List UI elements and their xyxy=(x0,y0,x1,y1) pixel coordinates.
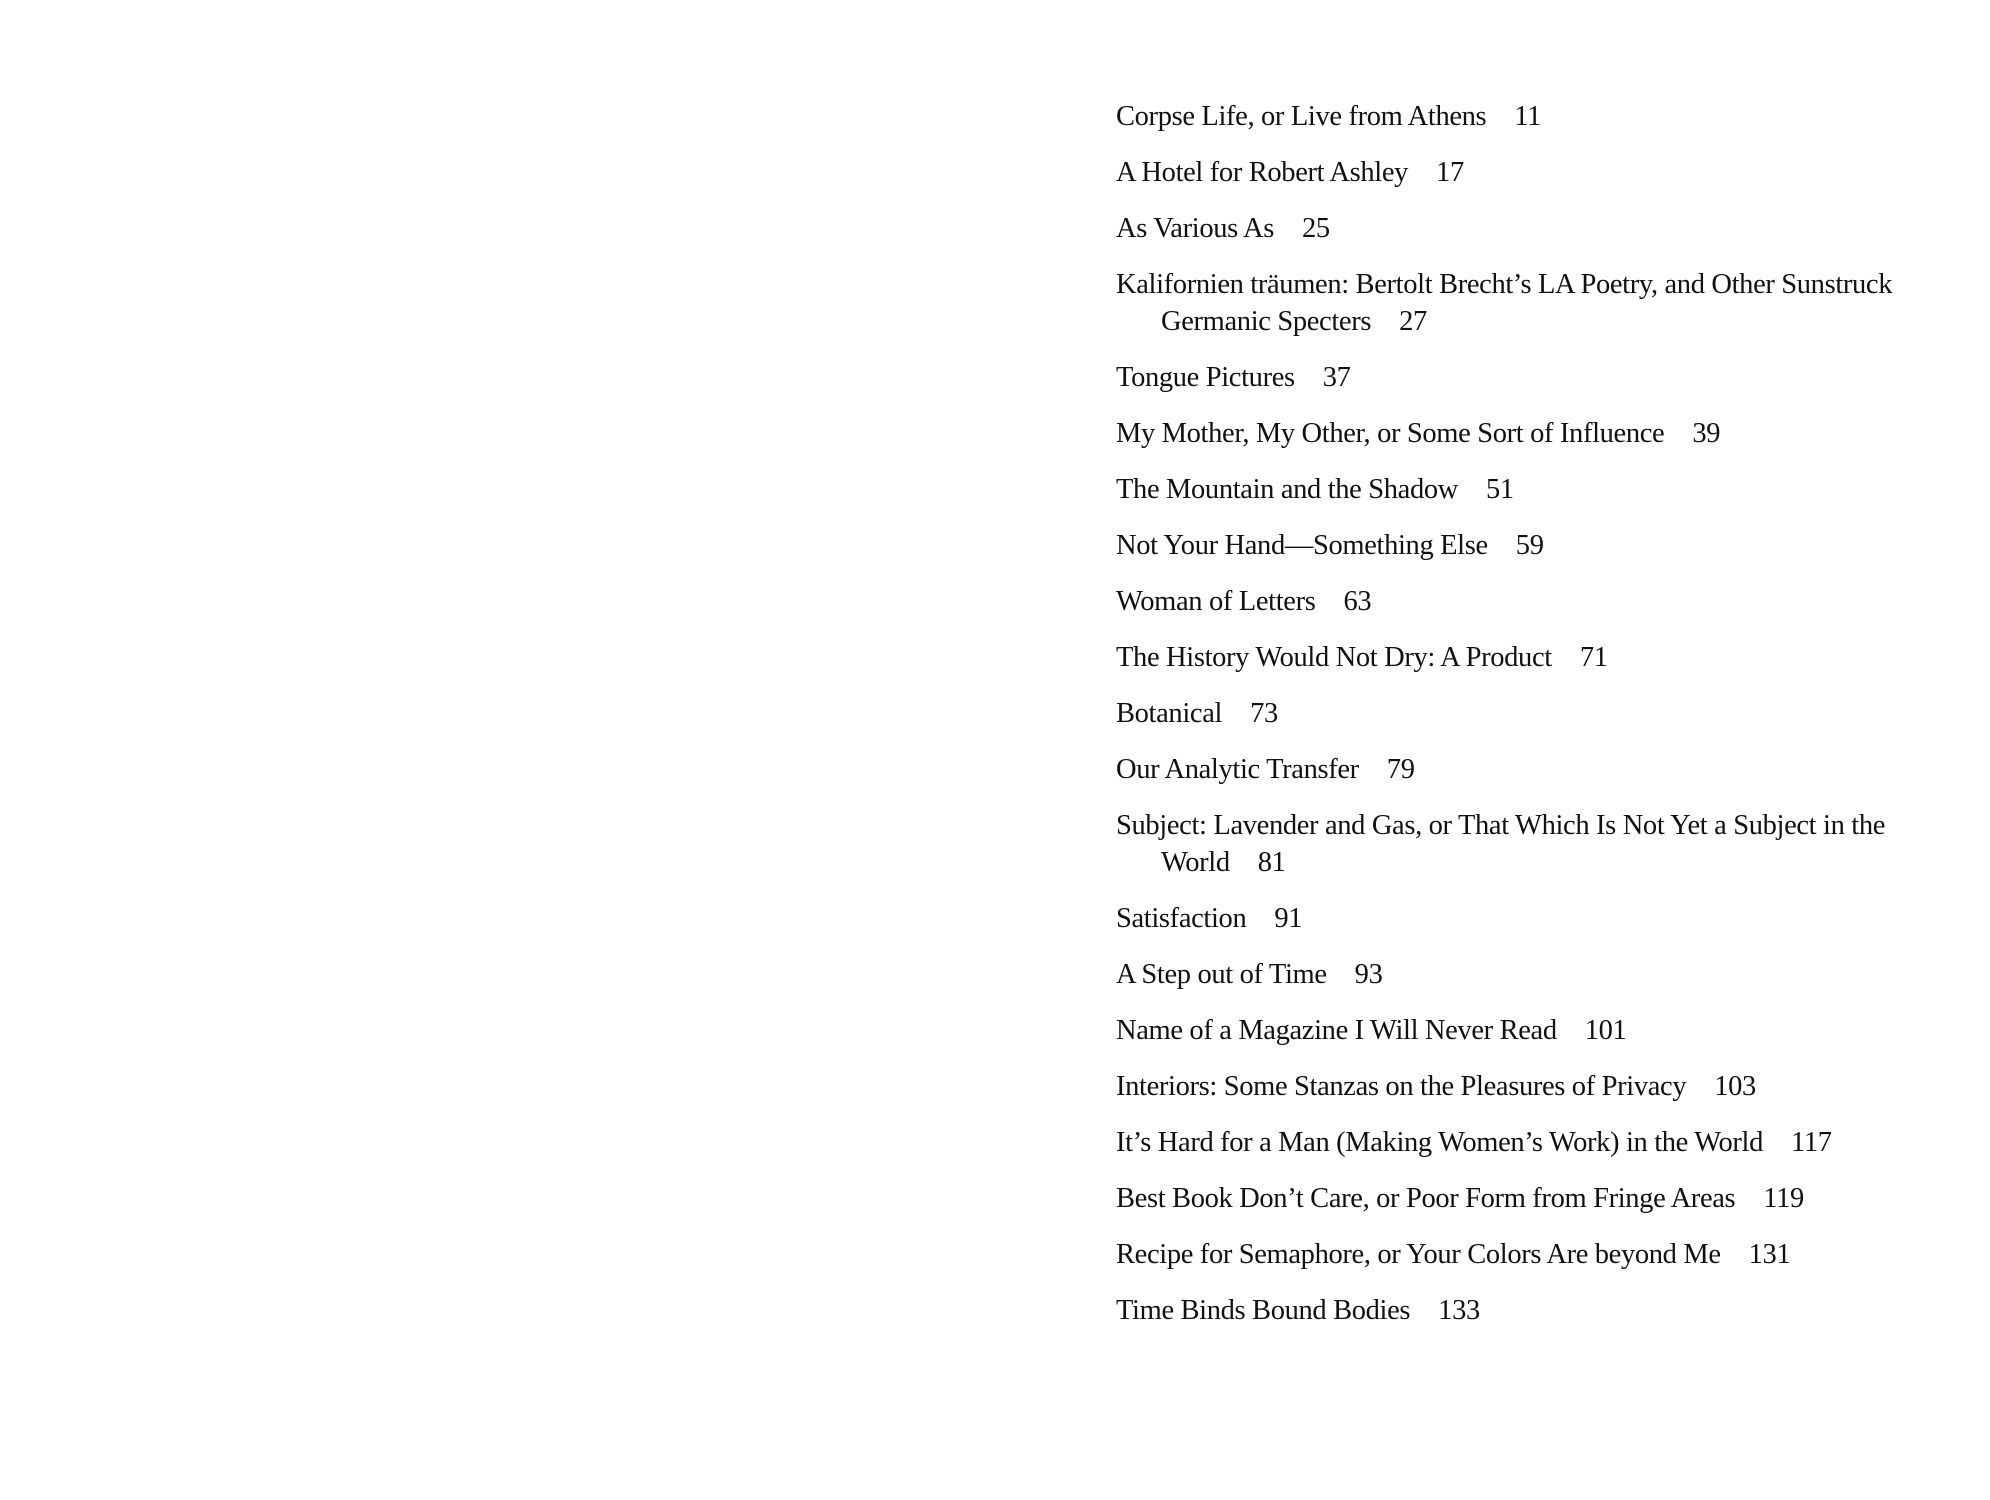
toc-entry-title: My Mother, My Other, or Some Sort of Influence xyxy=(1116,418,1665,449)
toc-entry-title: Time Binds Bound Bodies xyxy=(1116,1295,1411,1326)
toc-entry-page-number: 51 xyxy=(1486,474,1514,505)
toc-entry-title: Interiors: Some Stanzas on the Pleasures of Privacy xyxy=(1116,1071,1687,1102)
toc-entry[interactable] xyxy=(1116,527,1956,564)
toc-entry-page-number: 71 xyxy=(1579,642,1608,673)
toc-entry-title: Satisfaction xyxy=(1116,903,1247,934)
toc-entry[interactable] xyxy=(1116,900,1956,937)
toc-entry-title: Tongue Pictures xyxy=(1116,362,1295,393)
toc-entry-page-number: 27 xyxy=(1399,306,1427,337)
toc-entry-title: It’s Hard for a Man (Making Women’s Work) in the World xyxy=(1116,1127,1764,1158)
toc-entry-title: Name of a Magazine I Will Never Read xyxy=(1116,1015,1557,1046)
toc-entry-title: A Hotel for Robert Ashley xyxy=(1116,157,1409,188)
toc-entry-page-number: 59 xyxy=(1515,530,1544,561)
toc-entry[interactable] xyxy=(1116,1180,1956,1217)
toc-entry-page-number: 81 xyxy=(1257,847,1286,878)
toc-entry-page-number: 39 xyxy=(1692,418,1721,449)
toc-entry[interactable] xyxy=(1116,1236,1956,1273)
toc-entry[interactable] xyxy=(1116,1012,1956,1049)
toc-entry-title: Woman of Letters xyxy=(1116,586,1316,617)
toc-entry-title: A Step out of Time xyxy=(1116,959,1327,990)
toc-entry[interactable] xyxy=(1116,98,1956,135)
toc-entry[interactable] xyxy=(1116,359,1956,396)
toc-entry[interactable] xyxy=(1116,583,1956,620)
toc-entry[interactable] xyxy=(1116,695,1956,732)
toc-entry-title: Subject: Lavender and Gas, or That Which Is Not Yet a Subject in the World xyxy=(1116,810,1886,878)
toc-entry-page-number: 37 xyxy=(1322,362,1351,393)
toc-entry[interactable] xyxy=(1116,807,1956,881)
toc-entry-title: Botanical xyxy=(1116,698,1223,729)
toc-entry[interactable] xyxy=(1116,639,1956,676)
toc-entry-title: Kalifornien träumen: Bertolt Brecht’s LA Poetry, and Other Sunstruck Germanic Specters xyxy=(1116,269,1893,337)
toc-entry-page-number: 91 xyxy=(1274,903,1303,934)
toc-entry-title: Our Analytic Transfer xyxy=(1116,754,1359,785)
toc-entry[interactable] xyxy=(1116,751,1956,788)
toc-entry[interactable] xyxy=(1116,1124,1956,1161)
toc-entry-page-number: 11 xyxy=(1514,101,1542,132)
toc-entry-page-number: 131 xyxy=(1748,1239,1791,1270)
toc-entry-page-number: 17 xyxy=(1436,157,1464,188)
toc-entry-page-number: 101 xyxy=(1584,1015,1627,1046)
toc-entry-page-number: 103 xyxy=(1714,1071,1756,1102)
toc-entry-page-number: 73 xyxy=(1250,698,1278,729)
toc-entry-page-number: 133 xyxy=(1438,1295,1480,1326)
toc-entry[interactable] xyxy=(1116,956,1956,993)
toc-entry-page-number: 79 xyxy=(1386,754,1415,785)
toc-entry-title: The Mountain and the Shadow xyxy=(1116,474,1458,505)
table-of-contents xyxy=(1116,98,1956,1348)
toc-entry-title: As Various As xyxy=(1116,213,1275,244)
toc-entry[interactable] xyxy=(1116,154,1956,191)
toc-entry[interactable] xyxy=(1116,1292,1956,1329)
toc-entry-title: Not Your Hand—Something Else xyxy=(1116,530,1488,561)
toc-entry-page-number: 63 xyxy=(1343,586,1372,617)
toc-entry[interactable] xyxy=(1116,471,1956,508)
toc-entry-title: Recipe for Semaphore, or Your Colors Are beyond Me xyxy=(1116,1239,1721,1270)
toc-entry-page-number: 117 xyxy=(1791,1127,1832,1158)
toc-entry[interactable] xyxy=(1116,210,1956,247)
toc-entry[interactable] xyxy=(1116,1068,1956,1105)
toc-entry[interactable] xyxy=(1116,266,1956,340)
toc-entry-title: The History Would Not Dry: A Product xyxy=(1116,642,1552,673)
toc-entry-page-number: 25 xyxy=(1302,213,1330,244)
toc-entry-page-number: 119 xyxy=(1763,1183,1804,1214)
toc-entry-title: Corpse Life, or Live from Athens xyxy=(1116,101,1487,132)
toc-entry-title: Best Book Don’t Care, or Poor Form from Fringe Areas xyxy=(1116,1183,1736,1214)
toc-entry-page-number: 93 xyxy=(1354,959,1383,990)
toc-entry[interactable] xyxy=(1116,415,1956,452)
